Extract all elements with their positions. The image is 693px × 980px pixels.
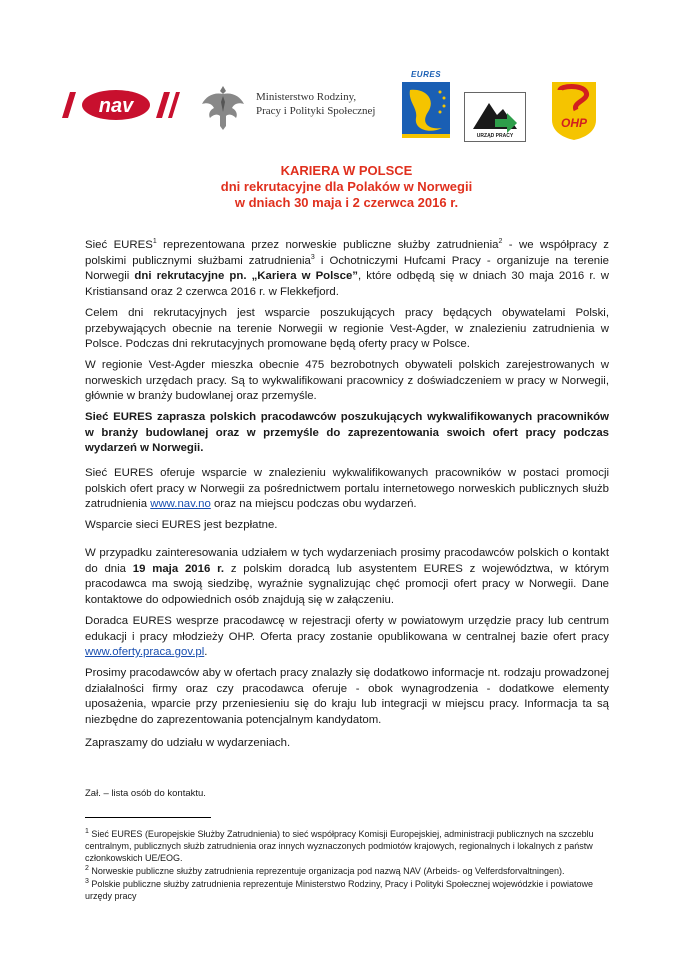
footnote-2 bbox=[85, 865, 615, 877]
footnote-1-text: Sieć EURES (Europejskie Służby Zatrudnienia) to sieć współpracy Komisji Europejskiej, administracji publicznych na szczeblu centralnym, publicznych służb zatrudnienia oraz innych wyznaczonych podmiotów krajowych, regionalnych i lokalnych z państw członkowskich UE/EOG. bbox=[85, 829, 594, 863]
paragraph-invitation: Sieć EURES zaprasza polskich pracodawców poszukujących wykwalifikowanych pracowników w branży budowlanej oraz w przemyśle do zaprezentowania swoich ofert pracy podczas wydarzeń w Norwegii. bbox=[85, 411, 609, 454]
urzad-pracy-logo bbox=[464, 92, 526, 142]
nav-logo-text: nav bbox=[98, 95, 134, 117]
paragraph-region: W regionie Vest-Agder mieszka obecnie 475 bezrobotnych obywateli polskich zarejestrowanych w norweskich urzędach pracy. Są to wykwalifikowani pracownicy z doświadczeniem w pracy w Norwegii, głównie w branży budowlanej oraz przemyśle. bbox=[85, 359, 609, 402]
title-line-1: KARIERA W POLSCE bbox=[280, 163, 413, 178]
ohp-logo-text: OHP bbox=[560, 116, 587, 130]
p1-text-c: - we współpracy z polskimi publicznymi służbami zatrudnienia bbox=[85, 239, 610, 267]
p1-text-a: Sieć EURES bbox=[85, 239, 153, 251]
paragraph-support bbox=[85, 466, 609, 513]
p8-text-b: . bbox=[204, 646, 208, 658]
footnote-divider bbox=[85, 817, 211, 818]
p7-text-b: z polskim doradcą lub asystentem EURES z województwa, w którym pracodawca ma swoją siedzibę, wyraźnie sygnalizując chęć promocji ofert pracy w Norwegii. Dane kontaktowe do odpowiednich osób znajdują się w załączeniu. bbox=[85, 562, 609, 606]
p8-text-a: Doradca EURES wesprze pracodawcę w rejestracji oferty w powiatowym urzędzie pracy lub centrum edukacji i pracy młodzieży OHP. Oferta pracy zostanie opublikowana w centralnej bazie ofert pracy bbox=[85, 615, 609, 643]
footnote-ref-3: 3 bbox=[310, 253, 315, 261]
p1-text-e: , które odbędą się w dniach 30 maja 2016 r. w Kristiansand oraz 2 czerwca 2016 r. w Flekkefjord. bbox=[85, 270, 609, 298]
p7-deadline: 19 maja 2016 r. bbox=[132, 562, 225, 575]
eures-logo-text: EURES bbox=[410, 70, 442, 79]
paragraph-closing: Zapraszamy do udziału w wydarzeniach. bbox=[85, 737, 291, 749]
urzad-pracy-text: URZĄD PRACY bbox=[476, 133, 514, 139]
p5-text-a: Sieć EURES oferuje wsparcie w znalezieniu wykwalifikowanych pracowników w postaci promocji polskich ofert pracy w Norwegii za pośrednictwem portalu internetowego norweskich publicznych służb zatrudnienia bbox=[85, 467, 609, 510]
footnote-1 bbox=[85, 828, 615, 864]
footnote-ref-2: 2 bbox=[498, 238, 503, 246]
document-title bbox=[0, 163, 693, 211]
paragraph-free: Wsparcie sieci EURES jest bezpłatne. bbox=[85, 519, 278, 531]
paragraph-contact bbox=[85, 546, 609, 608]
ohp-logo bbox=[546, 78, 602, 142]
logo-bar bbox=[60, 70, 640, 140]
title-line-2: dni rekrutacyjne dla Polaków w Norwegii bbox=[220, 179, 473, 194]
paragraph-request: Prosimy pracodawców aby w ofertach pracy znalazły się dodatkowo informacje nt. rodzaju prowadzonej działalności firmy oraz czy pracodawca oferuje - obok wynagrodzenia - dodatkowe elementy uposażenia, wparcie przy przeniesieniu się do kraju lub integracji w miejscu pracy. Informacja ta są niezbędne do zaprezentowania potencjalnym kandydatom. bbox=[85, 667, 609, 726]
oferty-website-link[interactable]: www.oferty.praca.gov.pl bbox=[85, 646, 205, 658]
footnote-3-text: Polskie publiczne służby zatrudnienia reprezentuje Ministerstwo Rodziny, Pracy i Polityki Społecznej wojewódzkie i powiatowe urzędy pracy bbox=[85, 879, 593, 901]
footnote-2-mark: 2 bbox=[85, 865, 89, 872]
p7-text-a: W przypadku zainteresowania udziałem w tych wydarzeniach prosimy pracodawców polskich o kontakt do dnia bbox=[85, 547, 609, 575]
paragraph-intro bbox=[85, 238, 609, 300]
paragraph-registration bbox=[85, 614, 609, 661]
polish-eagle-icon bbox=[200, 82, 246, 132]
p5-text-b: oraz na miejscu podczas obu wydarzeń. bbox=[210, 498, 417, 510]
p1-bold-event-name: dni rekrutacyjne pn. „Kariera w Polsce” bbox=[134, 270, 358, 282]
footnote-3 bbox=[85, 878, 615, 902]
p1-text-d: i Ochotniczymi Hufcami Pracy - organizuje na terenie Norwegii bbox=[85, 254, 609, 282]
footnote-1-mark: 1 bbox=[85, 828, 89, 835]
paragraph-goal: Celem dni rekrutacyjnych jest wsparcie poszukujących pracy będących obywatelami Polski, przebywających obecnie na terenie Norwegii w regionie Vest-Agder, w znalezieniu zatrudnienia w Polsce. Podczas dni rekrutacyjnych promowane będą oferty pracy w Polsce. bbox=[85, 307, 609, 350]
p1-text-b: reprezentowana przez norweskie publiczne służby zatrudnienia bbox=[156, 239, 499, 251]
ministry-logo-text bbox=[256, 90, 396, 118]
title-line-3: w dniach 30 maja i 2 czerwca 2016 r. bbox=[234, 195, 459, 210]
footnote-ref-1: 1 bbox=[152, 238, 157, 246]
nav-website-link[interactable]: www.nav.no bbox=[150, 498, 211, 510]
attachment-note: Zał. – lista osób do kontaktu. bbox=[85, 788, 206, 799]
ministry-line-1: Ministerstwo Rodziny, bbox=[256, 91, 357, 103]
footnote-3-mark: 3 bbox=[85, 878, 89, 885]
footnote-2-text: Norweskie publiczne służby zatrudnienia reprezentuje organizacja pod nazwą NAV (Arbeids- og Velferdsforvaltningen). bbox=[91, 866, 565, 876]
ohp-emblem-icon bbox=[546, 78, 602, 142]
ministry-line-2: Pracy i Polityki Społecznej bbox=[256, 105, 376, 117]
eures-emblem-icon bbox=[396, 70, 456, 144]
eures-logo bbox=[396, 70, 456, 144]
nav-logo bbox=[60, 88, 180, 122]
